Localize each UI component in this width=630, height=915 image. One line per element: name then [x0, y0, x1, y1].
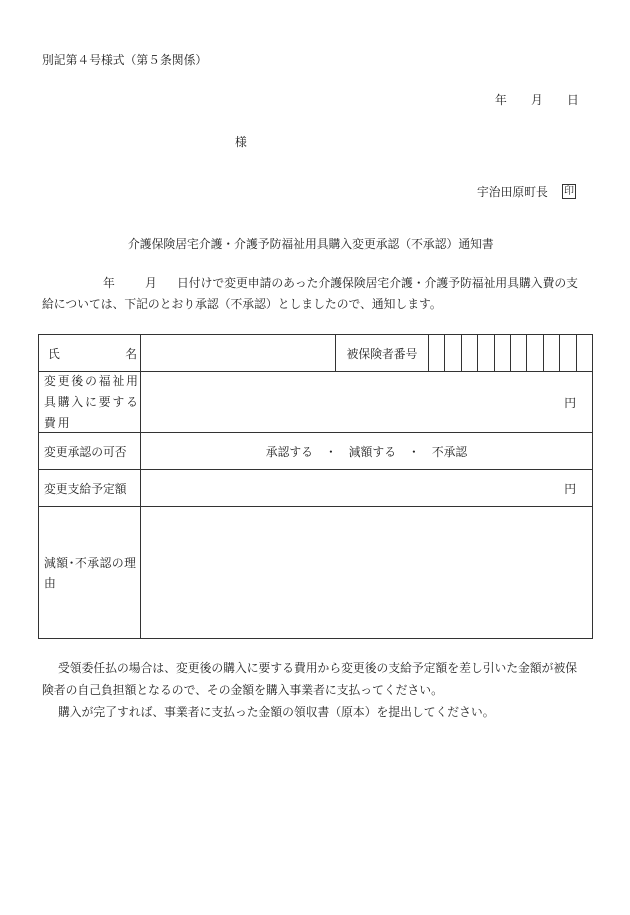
date-year-label: 年 — [495, 93, 507, 107]
insured-number-digit-box — [576, 334, 593, 372]
approval-label-cell — [38, 432, 141, 470]
approval-option-reject: 不承認 — [431, 444, 468, 459]
notice-table — [38, 334, 593, 639]
date-day-label: 日 — [567, 93, 579, 107]
purchase-cost-label-cell — [38, 371, 141, 433]
reason-value-cell — [140, 506, 593, 639]
insured-number-digit-box — [526, 334, 543, 372]
name-label-cell — [38, 334, 141, 372]
note-1-line-2: 険者の自己負担額となるので、その金額を購入事業者に支払ってください。 — [42, 683, 443, 697]
approval-separator: ・ — [324, 444, 337, 459]
name-value-cell — [140, 334, 336, 372]
insured-number-digit-box — [559, 334, 576, 372]
reason-label-cell — [38, 506, 141, 639]
insured-number-label: 被保険者番号 — [346, 346, 418, 361]
planned-amount-label: 変更支給予定額 — [44, 481, 127, 496]
approval-options-cell — [140, 432, 593, 470]
notice-line-2: 給については、下記のとおり承認（不承認）としましたので、通知します。 — [42, 297, 442, 311]
approval-option-reduce: 減額する — [348, 444, 396, 459]
date-month-label: 月 — [531, 93, 543, 107]
note-2-line-1: 購入が完了すれば、事業者に支払った金額の領収書（原本）を提出してください。 — [58, 705, 495, 719]
purchase-cost-value-cell — [140, 371, 593, 433]
purchase-cost-unit: 円 — [564, 395, 576, 410]
planned-amount-unit: 円 — [564, 481, 576, 496]
issuer-title: 宇治田原町長 — [477, 185, 548, 199]
form-reference: 別記第４号様式（第５条関係） — [42, 53, 208, 67]
reason-label-line: 由 — [44, 575, 57, 590]
insured-number-digit-box — [543, 334, 560, 372]
planned-amount-value-cell — [140, 469, 593, 507]
notice-year-label: 年 — [103, 276, 115, 290]
name-label-char-2: 名 — [125, 346, 137, 361]
insured-number-digit-box — [461, 334, 478, 372]
insured-number-digit-box — [428, 334, 445, 372]
insured-number-digit-box — [444, 334, 461, 372]
approval-separator: ・ — [408, 444, 420, 459]
reason-label-line: 減額･不承認の理 — [44, 555, 137, 570]
addressee-honorific: 様 — [235, 135, 247, 149]
purchase-cost-label-line: 費用 — [44, 415, 72, 430]
purchase-cost-label-line: 具購入に要する — [44, 394, 140, 409]
insured-number-digit-box — [477, 334, 494, 372]
name-label-char-1: 氏 — [48, 346, 60, 361]
insured-number-digit-box — [494, 334, 511, 372]
seal-stamp-box: 印 — [564, 186, 574, 197]
notice-line-1: 日付けで変更申請のあった介護保険居宅介護・介護予防福祉用具購入費の支 — [177, 276, 578, 290]
notice-month-label: 月 — [145, 276, 157, 290]
note-1-line-1: 受領委任払の場合は、変更後の購入に要する費用から変更後の支給予定額を差し引いた金額が被保 — [58, 661, 578, 675]
document-title: 介護保険居宅介護・介護予防福祉用具購入変更承認（不承認）通知書 — [128, 237, 494, 251]
approval-label: 変更承認の可否 — [44, 444, 127, 459]
planned-amount-label-cell — [38, 469, 141, 507]
insured-number-digit-box — [510, 334, 527, 372]
approval-option-approve: 承認する — [265, 444, 313, 459]
purchase-cost-label-line: 変更後の福祉用 — [44, 373, 140, 388]
insured-number-label-cell — [335, 334, 429, 372]
